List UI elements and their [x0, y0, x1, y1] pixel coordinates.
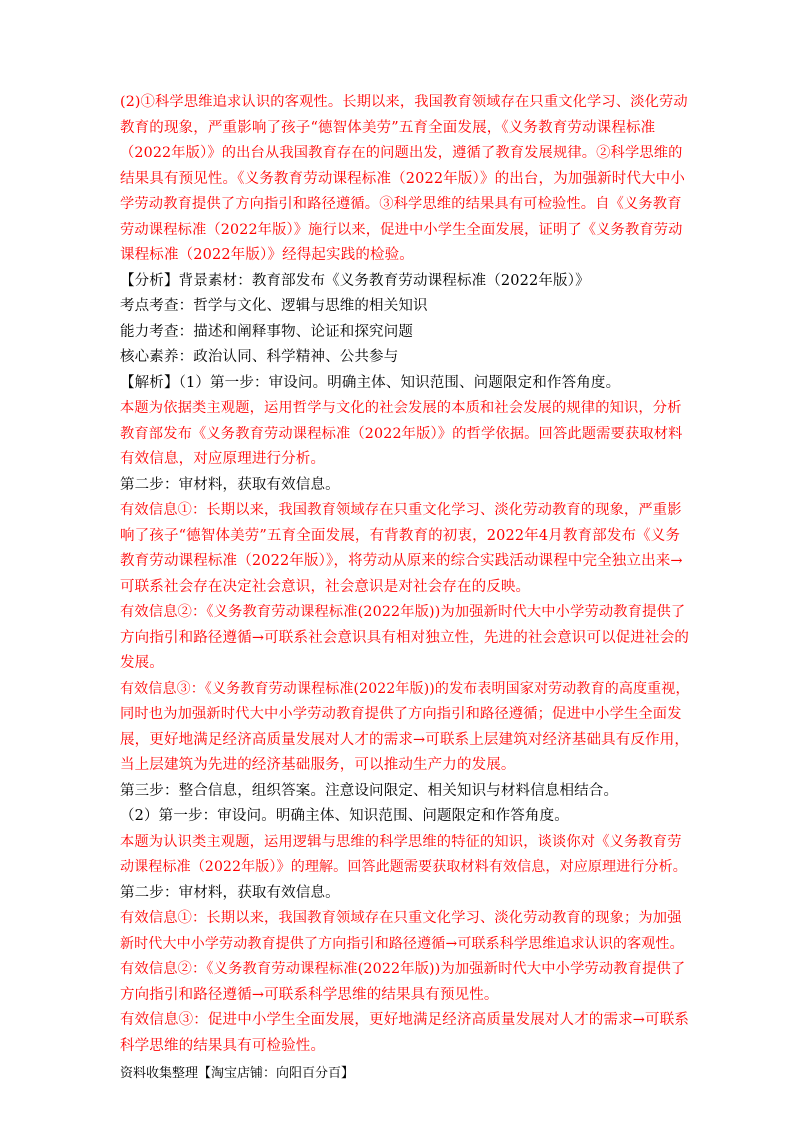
- text-line: 动课程标准（2022年版）》的理解。回答此题需要获取材料有效信息，对应原理进行分析。: [120, 859, 687, 875]
- text-line: 有效信息②：《义务教育劳动课程标准(2022年版))为加强新时代大中小学劳动教育提供了: [120, 604, 686, 620]
- explanation-heading: 【解析】（1）第一步：审设问。明确主体、知识范围、问题限定和作答角度。: [120, 374, 621, 391]
- text-line: 第二步：审材料，获取有效信息。: [120, 884, 340, 901]
- text-line: 第三步：整合信息，组织答案。注意设问限定、相关知识与材料信息相结合。: [120, 782, 619, 799]
- text-line: 课程标准（2022年版）》经得起实践的检验。: [120, 247, 414, 263]
- text-line: 方向指引和路径遵循→可联系社会意识具有相对独立性，先进的社会意识可以促进社会的: [120, 629, 689, 646]
- text-line: 展，更好地满足经济高质量发展对人才的需求→可联系上层建筑对经济基础具有反作用，: [120, 731, 689, 748]
- text-line: 发展。: [120, 655, 164, 671]
- text-line: 劳动课程标准（2022年版）》施行以来，促进中小学生全面发展，证明了《义务教育劳动: [120, 221, 683, 238]
- text-line: 本题为认识类主观题，运用逻辑与思维的科学思维的特征的知识，谈谈你对《义务教育劳: [120, 833, 682, 850]
- text-line: 本题为依据类主观题，运用哲学与文化的社会发展的本质和社会发展的规律的知识，分析: [120, 400, 682, 416]
- text-line: 考点考查：哲学与文化、逻辑与思维的相关知识: [120, 298, 428, 314]
- text-line: 可联系社会存在决定社会意识，社会意识是对社会存在的反映。: [120, 578, 531, 595]
- text-line: (2)①科学思维追求认识的客观性。长期以来，我国教育领域存在只重文化学习、淡化劳动: [120, 94, 688, 110]
- text-line: （2）第一步：审设问。明确主体、知识范围、问题限定和作答角度。: [120, 808, 569, 824]
- text-line: 教育劳动课程标准（2022年版）》，将劳动从原来的综合实践活动课程中完全独立出来→: [120, 553, 683, 569]
- text-line: 响了孩子“德智体美劳”五育全面发展，有背教育的初衷，2022年4月教育部发布《义务: [120, 527, 681, 544]
- text-line: 有效信息③：促进中小学生全面发展，更好地满足经济高质量发展对人才的需求→可联系: [120, 1012, 689, 1028]
- text-line: 有效信息②：《义务教育劳动课程标准(2022年版))为加强新时代大中小学劳动教育提供了: [120, 961, 686, 977]
- text-line: 方向指引和路径遵循→可联系科学思维的结果具有预见性。: [120, 986, 499, 1003]
- document-body: [120, 90, 690, 1059]
- text-line: 有效信息①：长期以来，我国教育领域存在只重文化学习、淡化劳动教育的现象，严重影: [120, 502, 682, 518]
- text-line: 同时也为加强新时代大中小学劳动教育提供了方向指引和路径遵循；促进中小学生全面发: [120, 706, 682, 722]
- text-line: （2022年版）》的出台从我国教育存在的问题出发，遵循了教育发展规律。②科学思维的: [120, 145, 683, 161]
- text-line: 新时代大中小学劳动教育提供了方向指引和路径遵循→可联系科学思维追求认识的客观性。: [120, 935, 684, 952]
- text-line: 科学思维的结果具有可检验性。: [120, 1037, 326, 1054]
- page-footer: 资料收集整理【淘宝店铺：向阳百分百】: [120, 1066, 355, 1081]
- text-line: 第二步：审材料，获取有效信息。: [120, 476, 340, 493]
- text-line: 当上层建筑为先进的经济基础服务，可以推动生产力的发展。: [120, 757, 516, 773]
- text-line: 学劳动教育提供了方向指引和路径遵循。③科学思维的结果具有可检验性。自《义务教育: [120, 196, 682, 212]
- text-line: 结果具有预见性。《义务教育劳动课程标准（2022年版）》的出台，为加强新时代大中小: [120, 170, 686, 187]
- analysis-heading: 【分析】背景素材：教育部发布《义务教育劳动课程标准（2022年版）》: [120, 272, 590, 289]
- text-line: 有效信息①：长期以来，我国教育领域存在只重文化学习、淡化劳动教育的现象；为加强: [120, 910, 682, 926]
- text-line: 教育的现象，严重影响了孩子“德智体美劳”五育全面发展，《义务教育劳动课程标准: [120, 119, 656, 136]
- text-line: 能力考查：描述和阐释事物、论证和探究问题: [120, 323, 413, 340]
- text-line: 核心素养：政治认同、科学精神、公共参与: [120, 349, 399, 365]
- text-line: 有效信息③：《义务教育劳动课程标准(2022年版))的发布表明国家对劳动教育的高度重视，: [120, 680, 690, 697]
- text-line: 教育部发布《义务教育劳动课程标准（2022年版）》的哲学依据。回答此题需要获取材料: [120, 425, 683, 442]
- text-line: 有效信息，对应原理进行分析。: [120, 451, 326, 467]
